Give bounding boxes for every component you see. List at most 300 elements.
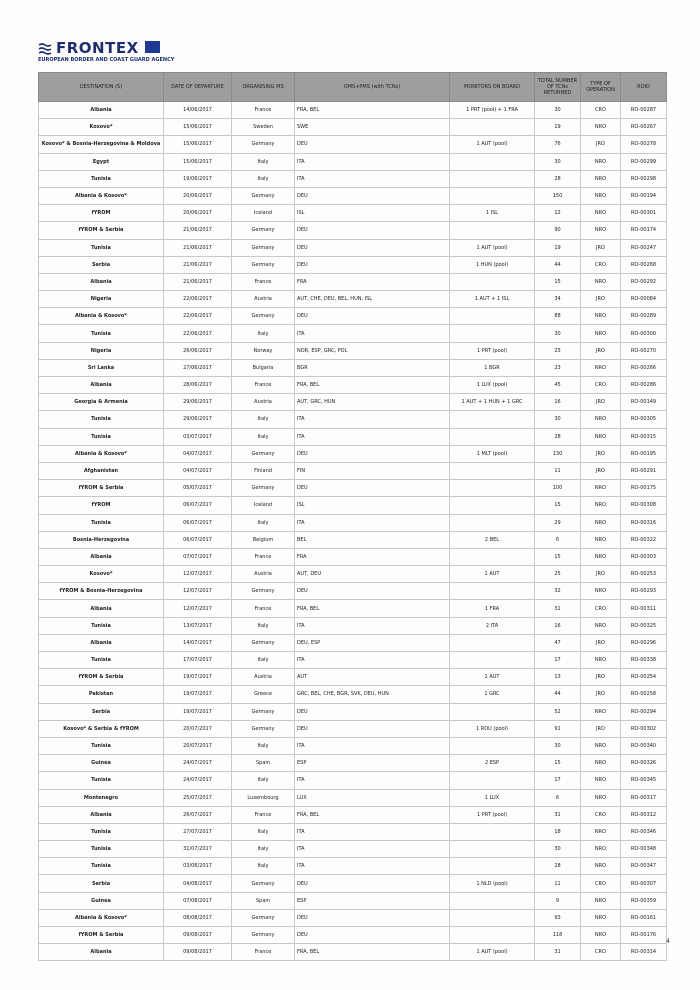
cell-roid: RO-00316 (621, 514, 667, 531)
cell-organising-ms: France (232, 806, 295, 823)
cell-oms-pms: NOR, ESP, GRC, POL (295, 342, 450, 359)
cell-type: NRO (581, 703, 621, 720)
cell-total: 47 (535, 634, 581, 651)
cell-monitors (450, 153, 535, 170)
cell-date: 06/07/2017 (164, 497, 232, 514)
table-row (39, 823, 667, 840)
cell-roid: RO-00266 (621, 359, 667, 376)
cell-oms-pms: ITA (295, 737, 450, 754)
cell-date: 24/07/2017 (164, 755, 232, 772)
cell-total: 23 (535, 359, 581, 376)
cell-date: 20/06/2017 (164, 187, 232, 204)
cell-type: CRO (581, 102, 621, 119)
cell-date: 14/06/2017 (164, 102, 232, 119)
cell-total: 44 (535, 256, 581, 273)
cell-monitors (450, 428, 535, 445)
cell-date: 12/07/2017 (164, 583, 232, 600)
cell-organising-ms: Italy (232, 737, 295, 754)
cell-type: NRO (581, 927, 621, 944)
cell-type: JRO (581, 342, 621, 359)
table-row (39, 566, 667, 583)
cell-organising-ms: Italy (232, 617, 295, 634)
cell-roid: RO-00317 (621, 789, 667, 806)
cell-type: JRO (581, 394, 621, 411)
cell-roid: RO-00325 (621, 617, 667, 634)
cell-oms-pms: DEU (295, 239, 450, 256)
cell-roid: RO-00314 (621, 944, 667, 961)
cell-organising-ms: Germany (232, 875, 295, 892)
cell-type: CRO (581, 377, 621, 394)
cell-total: 28 (535, 858, 581, 875)
cell-type: NRO (581, 428, 621, 445)
cell-organising-ms: France (232, 548, 295, 565)
cell-monitors (450, 514, 535, 531)
cell-organising-ms: Italy (232, 153, 295, 170)
cell-organising-ms: Germany (232, 909, 295, 926)
cell-organising-ms: Germany (232, 927, 295, 944)
cell-date: 21/06/2017 (164, 256, 232, 273)
cell-destination: Tunisia (39, 411, 164, 428)
cell-roid: RO-00278 (621, 136, 667, 153)
table-row (39, 342, 667, 359)
cell-roid: RO-00286 (621, 377, 667, 394)
cell-total: 16 (535, 394, 581, 411)
cell-monitors (450, 308, 535, 325)
table-row (39, 548, 667, 565)
cell-destination: Bosnia-Herzegovina (39, 531, 164, 548)
cell-organising-ms: Italy (232, 652, 295, 669)
cell-date: 12/07/2017 (164, 600, 232, 617)
cell-roid: RO-00347 (621, 858, 667, 875)
cell-roid: RO-00315 (621, 428, 667, 445)
cell-organising-ms: Austria (232, 669, 295, 686)
cell-roid: RO-00311 (621, 600, 667, 617)
cell-oms-pms: ITA (295, 823, 450, 840)
cell-monitors: 1 ISL (450, 205, 535, 222)
cell-organising-ms: Spain (232, 892, 295, 909)
cell-total: 15 (535, 273, 581, 290)
cell-date: 04/07/2017 (164, 445, 232, 462)
cell-monitors: 1 BGR (450, 359, 535, 376)
table-row (39, 669, 667, 686)
cell-oms-pms: ITA (295, 652, 450, 669)
cell-organising-ms: Iceland (232, 205, 295, 222)
cell-roid: RO-00348 (621, 841, 667, 858)
table-row (39, 102, 667, 119)
cell-destination: fYROM (39, 497, 164, 514)
col-oms-pms: OMS+PMS (with TCNs) (295, 73, 450, 102)
cell-destination: Albania (39, 806, 164, 823)
cell-date: 07/07/2017 (164, 548, 232, 565)
cell-oms-pms: DEU (295, 583, 450, 600)
cell-monitors: 1 ROU (pool) (450, 720, 535, 737)
cell-oms-pms: SWE (295, 119, 450, 136)
cell-destination: Tunisia (39, 737, 164, 754)
cell-roid: RO-00270 (621, 342, 667, 359)
cell-type: NRO (581, 514, 621, 531)
cell-total: 11 (535, 875, 581, 892)
cell-organising-ms: Germany (232, 583, 295, 600)
cell-date: 03/07/2017 (164, 428, 232, 445)
cell-total: 34 (535, 291, 581, 308)
cell-destination: Albania (39, 548, 164, 565)
cell-destination: Tunisia (39, 858, 164, 875)
cell-total: 52 (535, 703, 581, 720)
table-row (39, 600, 667, 617)
cell-date: 12/07/2017 (164, 566, 232, 583)
table-body (39, 102, 667, 961)
table-row (39, 205, 667, 222)
cell-total: 150 (535, 187, 581, 204)
cell-total: 15 (535, 755, 581, 772)
cell-destination: Tunisia (39, 772, 164, 789)
cell-total: 19 (535, 239, 581, 256)
cell-total: 15 (535, 548, 581, 565)
table-row (39, 927, 667, 944)
cell-organising-ms: Germany (232, 703, 295, 720)
table-row (39, 428, 667, 445)
cell-roid: RO-00287 (621, 102, 667, 119)
table-row (39, 377, 667, 394)
cell-date: 08/08/2017 (164, 909, 232, 926)
cell-date: 13/07/2017 (164, 617, 232, 634)
table-row (39, 858, 667, 875)
cell-destination: Albania & Kosovo* (39, 909, 164, 926)
cell-date: 24/07/2017 (164, 772, 232, 789)
cell-roid: RO-00307 (621, 875, 667, 892)
table-row (39, 256, 667, 273)
table-row (39, 841, 667, 858)
cell-roid: RO-00268 (621, 256, 667, 273)
cell-monitors (450, 170, 535, 187)
col-monitors-on-board: MONITORS ON BOARD (450, 73, 535, 102)
table-row (39, 325, 667, 342)
cell-type: NRO (581, 187, 621, 204)
cell-total: 28 (535, 170, 581, 187)
cell-date: 04/08/2017 (164, 875, 232, 892)
cell-roid: RO-00195 (621, 445, 667, 462)
cell-date: 19/07/2017 (164, 686, 232, 703)
cell-roid: RO-00303 (621, 548, 667, 565)
cell-oms-pms: ITA (295, 841, 450, 858)
cell-date: 15/06/2017 (164, 153, 232, 170)
cell-date: 14/07/2017 (164, 634, 232, 651)
cell-oms-pms: DEU (295, 909, 450, 926)
table-row (39, 359, 667, 376)
cell-monitors (450, 823, 535, 840)
cell-roid: RO-00254 (621, 669, 667, 686)
cell-monitors (450, 634, 535, 651)
cell-roid: RO-00340 (621, 737, 667, 754)
table-row (39, 291, 667, 308)
cell-oms-pms: DEU (295, 445, 450, 462)
table-row (39, 583, 667, 600)
cell-monitors: 1 LUX (450, 789, 535, 806)
cell-oms-pms: AUT, GRC, HUN (295, 394, 450, 411)
cell-destination: Serbia (39, 875, 164, 892)
cell-destination: Guinea (39, 755, 164, 772)
cell-monitors: 1 MLT (pool) (450, 445, 535, 462)
cell-organising-ms: Germany (232, 308, 295, 325)
table-row (39, 480, 667, 497)
cell-total: 18 (535, 823, 581, 840)
cell-oms-pms: DEU (295, 222, 450, 239)
cell-oms-pms: BEL (295, 531, 450, 548)
table-row (39, 772, 667, 789)
cell-total: 30 (535, 153, 581, 170)
cell-monitors (450, 119, 535, 136)
table-row (39, 136, 667, 153)
table-row (39, 944, 667, 961)
cell-monitors (450, 548, 535, 565)
cell-organising-ms: France (232, 102, 295, 119)
cell-oms-pms: GRC, BEL, CHE, BGR, SVK, DEU, HUN (295, 686, 450, 703)
cell-total: 76 (535, 136, 581, 153)
cell-date: 05/07/2017 (164, 480, 232, 497)
cell-roid: RO-00312 (621, 806, 667, 823)
cell-monitors (450, 325, 535, 342)
cell-oms-pms: DEU (295, 187, 450, 204)
cell-type: NRO (581, 119, 621, 136)
cell-organising-ms: Germany (232, 256, 295, 273)
cell-monitors: 1 AUT + 1 HUN + 1 GRC (450, 394, 535, 411)
cell-total: 19 (535, 119, 581, 136)
cell-roid: RO-00345 (621, 772, 667, 789)
cell-organising-ms: Spain (232, 755, 295, 772)
table-header-row (39, 73, 667, 102)
logo-subtitle: EUROPEAN BORDER AND COAST GUARD AGENCY (38, 57, 175, 63)
cell-roid: RO-00174 (621, 222, 667, 239)
cell-destination: Albania (39, 944, 164, 961)
cell-oms-pms: DEU (295, 875, 450, 892)
cell-date: 06/07/2017 (164, 514, 232, 531)
cell-organising-ms: Germany (232, 222, 295, 239)
cell-roid: RO-00253 (621, 566, 667, 583)
cell-monitors: 1 NLD (pool) (450, 875, 535, 892)
cell-monitors (450, 273, 535, 290)
cell-destination: Albania & Kosovo* (39, 187, 164, 204)
cell-roid: RO-00305 (621, 411, 667, 428)
cell-date: 29/06/2017 (164, 411, 232, 428)
cell-destination: fYROM & Serbia (39, 927, 164, 944)
cell-organising-ms: Germany (232, 445, 295, 462)
cell-organising-ms: Italy (232, 858, 295, 875)
cell-oms-pms: DEU (295, 720, 450, 737)
cell-destination: Guinea (39, 892, 164, 909)
cell-destination: fYROM & Serbia (39, 480, 164, 497)
cell-organising-ms: Sweden (232, 119, 295, 136)
cell-type: NRO (581, 480, 621, 497)
cell-monitors (450, 927, 535, 944)
cell-destination: fYROM & Serbia (39, 669, 164, 686)
cell-organising-ms: Germany (232, 480, 295, 497)
cell-date: 26/07/2017 (164, 806, 232, 823)
cell-destination: Kosovo* & Bosnia-Herzegovina & Moldova (39, 136, 164, 153)
cell-roid: RO-00176 (621, 927, 667, 944)
cell-roid: RO-00267 (621, 119, 667, 136)
cell-destination: Tunisia (39, 617, 164, 634)
col-type-of-operation: TYPE OF OPERATION (581, 73, 621, 102)
cell-total: 13 (535, 669, 581, 686)
cell-type: NRO (581, 359, 621, 376)
cell-destination: Egypt (39, 153, 164, 170)
cell-monitors (450, 737, 535, 754)
cell-monitors (450, 222, 535, 239)
cell-total: 90 (535, 222, 581, 239)
cell-destination: Sri Lanka (39, 359, 164, 376)
table-row (39, 806, 667, 823)
cell-type: NRO (581, 755, 621, 772)
cell-type: NRO (581, 583, 621, 600)
cell-destination: Afghanistan (39, 462, 164, 479)
cell-monitors (450, 411, 535, 428)
cell-roid: RO-00258 (621, 686, 667, 703)
cell-date: 21/06/2017 (164, 273, 232, 290)
cell-roid: RO-00301 (621, 205, 667, 222)
cell-total: 45 (535, 377, 581, 394)
table-row (39, 411, 667, 428)
cell-type: NRO (581, 497, 621, 514)
cell-destination: Serbia (39, 703, 164, 720)
cell-total: 11 (535, 462, 581, 479)
cell-oms-pms: ITA (295, 411, 450, 428)
cell-oms-pms: DEU (295, 308, 450, 325)
cell-roid: RO-00302 (621, 720, 667, 737)
cell-oms-pms: DEU (295, 136, 450, 153)
cell-monitors (450, 703, 535, 720)
cell-date: 20/07/2017 (164, 737, 232, 754)
table-row (39, 634, 667, 651)
cell-total: 9 (535, 892, 581, 909)
cell-date: 09/08/2017 (164, 927, 232, 944)
cell-destination: Albania (39, 600, 164, 617)
cell-destination: Tunisia (39, 514, 164, 531)
cell-oms-pms: ITA (295, 428, 450, 445)
cell-organising-ms: Italy (232, 170, 295, 187)
table-row (39, 755, 667, 772)
cell-organising-ms: Bulgaria (232, 359, 295, 376)
cell-date: 03/08/2017 (164, 858, 232, 875)
cell-monitors: 1 HUN (pool) (450, 256, 535, 273)
cell-monitors: 1 AUT (pool) (450, 136, 535, 153)
cell-oms-pms: FRA, BEL (295, 377, 450, 394)
cell-type: NRO (581, 652, 621, 669)
cell-oms-pms: ISL (295, 497, 450, 514)
cell-destination: Albania (39, 634, 164, 651)
table-row (39, 308, 667, 325)
cell-monitors (450, 909, 535, 926)
cell-organising-ms: Finland (232, 462, 295, 479)
cell-oms-pms: DEU (295, 703, 450, 720)
cell-organising-ms: Germany (232, 187, 295, 204)
frontex-logo (38, 38, 178, 64)
cell-type: JRO (581, 291, 621, 308)
cell-total: 88 (535, 308, 581, 325)
cell-destination: fYROM (39, 205, 164, 222)
cell-type: NRO (581, 823, 621, 840)
cell-roid: RO-00293 (621, 583, 667, 600)
cell-type: NRO (581, 548, 621, 565)
cell-oms-pms: AUT (295, 669, 450, 686)
cell-oms-pms: ITA (295, 170, 450, 187)
table-row (39, 119, 667, 136)
cell-type: JRO (581, 634, 621, 651)
cell-total: 23 (535, 342, 581, 359)
cell-organising-ms: Austria (232, 566, 295, 583)
cell-type: NRO (581, 222, 621, 239)
cell-roid: RO-00298 (621, 170, 667, 187)
cell-date: 20/06/2017 (164, 205, 232, 222)
cell-monitors: 1 AUT (450, 566, 535, 583)
cell-organising-ms: France (232, 600, 295, 617)
cell-oms-pms: ITA (295, 325, 450, 342)
cell-date: 22/06/2017 (164, 291, 232, 308)
cell-monitors (450, 892, 535, 909)
cell-type: JRO (581, 136, 621, 153)
cell-organising-ms: Italy (232, 514, 295, 531)
cell-roid: RO-00346 (621, 823, 667, 840)
cell-type: NRO (581, 205, 621, 222)
cell-destination: Montenegro (39, 789, 164, 806)
table-row (39, 892, 667, 909)
cell-type: NRO (581, 841, 621, 858)
cell-organising-ms: Germany (232, 720, 295, 737)
cell-organising-ms: France (232, 273, 295, 290)
table-row (39, 170, 667, 187)
cell-type: JRO (581, 239, 621, 256)
cell-total: 17 (535, 772, 581, 789)
cell-monitors (450, 497, 535, 514)
cell-total: 44 (535, 686, 581, 703)
cell-organising-ms: Belgium (232, 531, 295, 548)
table-row (39, 394, 667, 411)
cell-monitors: 2 BEL (450, 531, 535, 548)
cell-total: 29 (535, 514, 581, 531)
cell-oms-pms: ITA (295, 514, 450, 531)
cell-total: 30 (535, 102, 581, 119)
cell-total: 93 (535, 909, 581, 926)
cell-type: NRO (581, 617, 621, 634)
col-organising-ms: ORGANISING MS (232, 73, 295, 102)
cell-roid: RO-00149 (621, 394, 667, 411)
cell-monitors: 1 AUT + 1 ISL (450, 291, 535, 308)
cell-roid: RO-00326 (621, 755, 667, 772)
cell-date: 22/06/2017 (164, 325, 232, 342)
cell-type: NRO (581, 531, 621, 548)
cell-destination: Tunisia (39, 652, 164, 669)
table-row (39, 737, 667, 754)
cell-organising-ms: Italy (232, 823, 295, 840)
cell-oms-pms: FRA, BEL (295, 806, 450, 823)
cell-type: NRO (581, 273, 621, 290)
frontex-waves-icon (38, 42, 52, 56)
cell-oms-pms: DEU, ESP (295, 634, 450, 651)
cell-monitors: 1 PRT (pool) + 1 FRA (450, 102, 535, 119)
cell-monitors: 1 LUX (pool) (450, 377, 535, 394)
cell-date: 19/07/2017 (164, 703, 232, 720)
col-date-of-departure: DATE OF DEPARTURE (164, 73, 232, 102)
cell-monitors: 2 ESP (450, 755, 535, 772)
cell-organising-ms: Germany (232, 239, 295, 256)
table-row (39, 909, 667, 926)
cell-roid: RO-00300 (621, 325, 667, 342)
cell-monitors (450, 772, 535, 789)
cell-total: 6 (535, 531, 581, 548)
cell-type: NRO (581, 789, 621, 806)
cell-oms-pms: FRA, BEL (295, 102, 450, 119)
cell-type: JRO (581, 669, 621, 686)
cell-date: 29/06/2017 (164, 394, 232, 411)
